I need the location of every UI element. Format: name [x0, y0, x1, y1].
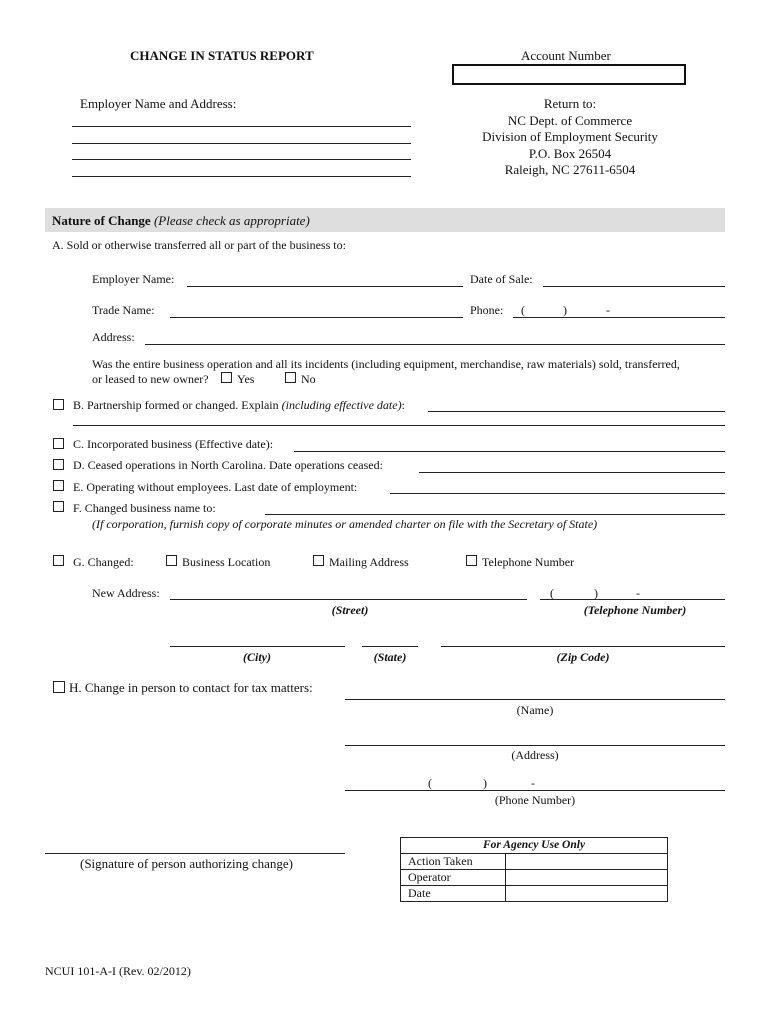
item-a-text: A. Sold or otherwise transferred all or part of the business to:	[52, 238, 346, 252]
sold-question-line2: or leased to new owner?	[92, 372, 209, 386]
item-g-text: G. Changed:	[73, 555, 134, 569]
employer-name-line[interactable]	[187, 286, 463, 287]
sold-question-line1: Was the entire business operation and all its incidents (including equipment, merchandise, raw materials) sold, transferred,	[92, 357, 680, 371]
return-to-line: Raleigh, NC 27611-6504	[504, 162, 636, 177]
phone-close-paren: )	[563, 303, 567, 317]
section-subtitle: (Please check as appropriate)	[153, 213, 310, 228]
business-location-label: Business Location	[182, 555, 271, 569]
employer-line-2[interactable]	[72, 143, 411, 144]
section-title	[52, 213, 310, 229]
item-e-text: E. Operating without employees. Last date of employment:	[73, 480, 358, 494]
return-to-line: P.O. Box 26504	[528, 145, 612, 161]
form-id: NCUI 101-A-I (Rev. 02/2012)	[45, 964, 191, 978]
signature-line[interactable]	[45, 853, 345, 854]
item-b-label: B. Partnership formed or changed. Explain	[73, 398, 279, 412]
h-phone-close-paren: )	[483, 776, 487, 790]
street-line[interactable]	[170, 599, 527, 600]
agency-title: For Agency Use Only	[482, 839, 586, 851]
employer-name-label: Employer Name:	[92, 272, 175, 286]
phone-line[interactable]	[513, 317, 725, 318]
item-f-note: (If corporation, furnish copy of corporate minutes or amended charter on file with the Secretary of State)	[92, 517, 598, 531]
g-phone-line[interactable]	[540, 599, 725, 600]
yes-checkbox[interactable]	[221, 372, 232, 383]
mailing-address-checkbox[interactable]	[313, 555, 324, 566]
employer-label: Employer Name and Address:	[80, 96, 237, 111]
city-caption: (City)	[243, 650, 271, 664]
item-h-checkbox[interactable]	[53, 681, 65, 693]
account-number-field[interactable]	[452, 64, 686, 85]
trade-name-label: Trade Name:	[92, 303, 155, 317]
employer-line-3[interactable]	[72, 159, 411, 160]
item-e-line[interactable]	[390, 493, 725, 494]
yes-label: Yes	[237, 372, 255, 386]
form-title: CHANGE IN STATUS REPORT	[130, 48, 314, 63]
zip-caption: (Zip Code)	[556, 650, 610, 664]
agency-date: Date	[408, 886, 431, 900]
new-address-label: New Address:	[92, 586, 160, 600]
h-phone-dash: -	[531, 776, 535, 790]
state-line[interactable]	[362, 646, 418, 647]
contact-phone-line[interactable]	[345, 790, 725, 791]
contact-phone-caption: (Phone Number)	[494, 793, 576, 807]
zip-line[interactable]	[441, 646, 725, 647]
item-b-line-2[interactable]	[73, 425, 725, 426]
item-c-checkbox[interactable]	[53, 438, 64, 449]
return-to-line: NC Dept. of Commerce	[507, 112, 633, 128]
date-of-sale-label: Date of Sale:	[470, 272, 533, 286]
telephone-caption: (Telephone Number)	[583, 603, 687, 617]
contact-address-line[interactable]	[345, 745, 725, 746]
item-f-line[interactable]	[265, 514, 725, 515]
return-to-line: Division of Employment Security	[482, 129, 658, 144]
section-title-text: Nature of Change	[52, 213, 151, 228]
phone-label: Phone:	[470, 303, 504, 317]
agency-use-table	[400, 837, 668, 902]
address-line[interactable]	[145, 344, 725, 345]
g-phone-open-paren: (	[550, 586, 554, 600]
contact-address-caption: (Address)	[511, 748, 559, 762]
item-d-checkbox[interactable]	[53, 459, 64, 470]
account-number-label: Account Number	[521, 48, 611, 63]
telephone-number-checkbox[interactable]	[466, 555, 477, 566]
item-b-text	[73, 398, 405, 413]
item-b-colon: :	[401, 398, 405, 412]
date-of-sale-line[interactable]	[543, 286, 725, 287]
item-b-checkbox[interactable]	[53, 399, 64, 410]
trade-name-line[interactable]	[170, 317, 463, 318]
item-e-checkbox[interactable]	[53, 480, 64, 491]
item-f-checkbox[interactable]	[53, 501, 64, 512]
item-h-text: H. Change in person to contact for tax matters:	[69, 680, 313, 695]
employer-line-1[interactable]	[72, 126, 411, 127]
employer-line-4[interactable]	[72, 176, 411, 177]
contact-name-caption: (Name)	[516, 703, 554, 717]
item-c-line[interactable]	[294, 451, 725, 452]
phone-dash: -	[606, 303, 610, 317]
g-phone-close-paren: )	[594, 586, 598, 600]
agency-column-divider	[505, 853, 506, 901]
agency-operator: Operator	[408, 870, 451, 884]
return-to-line: Return to:	[543, 96, 597, 111]
contact-name-line[interactable]	[345, 699, 725, 700]
return-address	[440, 96, 700, 179]
agency-row-divider	[401, 885, 667, 886]
item-c-text: C. Incorporated business (Effective date):	[73, 437, 274, 451]
item-b-line-1[interactable]	[428, 411, 725, 412]
phone-open-paren: (	[521, 303, 525, 317]
mailing-address-label: Mailing Address	[329, 555, 409, 569]
street-caption: (Street)	[331, 603, 369, 617]
state-caption: (State)	[373, 650, 407, 664]
item-b-italic: (including effective date)	[281, 398, 402, 412]
item-g-checkbox[interactable]	[53, 555, 64, 566]
h-phone-open-paren: (	[428, 776, 432, 790]
item-d-line[interactable]	[419, 472, 725, 473]
telephone-number-label: Telephone Number	[482, 555, 575, 569]
item-d-text: D. Ceased operations in North Carolina. Date operations ceased:	[73, 458, 383, 472]
item-f-text: F. Changed business name to:	[73, 501, 216, 515]
no-checkbox[interactable]	[285, 372, 296, 383]
address-label: Address:	[92, 330, 135, 344]
city-line[interactable]	[170, 646, 345, 647]
g-phone-dash: -	[636, 586, 640, 600]
agency-action-taken: Action Taken	[408, 854, 473, 868]
no-label: No	[301, 372, 316, 386]
business-location-checkbox[interactable]	[166, 555, 177, 566]
signature-caption: (Signature of person authorizing change)	[80, 856, 293, 871]
